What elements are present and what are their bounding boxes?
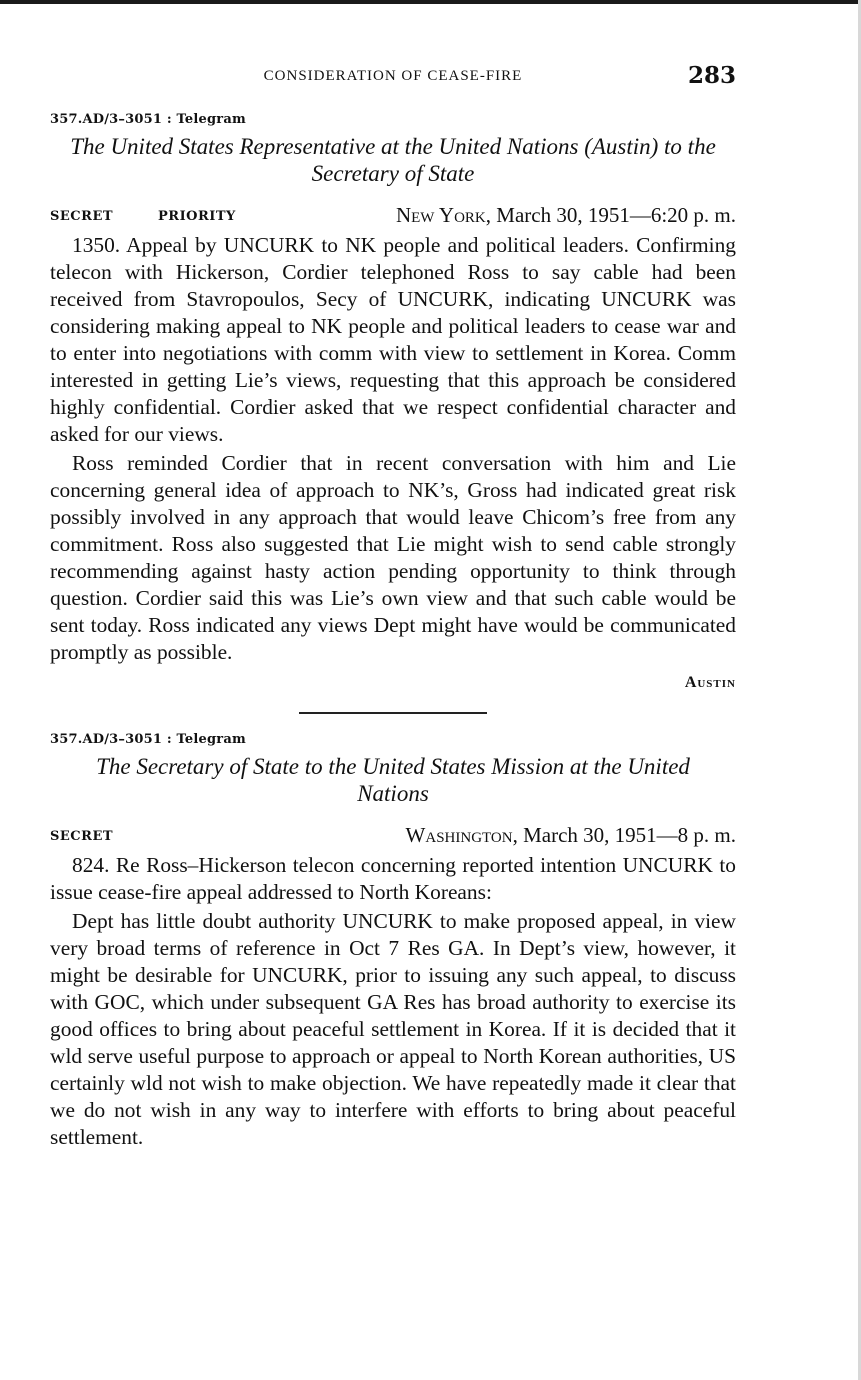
scan-top-border bbox=[0, 0, 861, 4]
place: Washington bbox=[405, 823, 513, 847]
place-date bbox=[396, 203, 736, 228]
doc-title: The Secretary of State to the United States Mission at the United Nations bbox=[96, 754, 690, 806]
doc-id: 357.AD/3–3051 : Telegram bbox=[50, 112, 246, 127]
classification: SECRET bbox=[50, 209, 114, 224]
section-divider bbox=[299, 712, 487, 714]
dateline bbox=[50, 203, 736, 229]
priority: PRIORITY bbox=[158, 209, 236, 224]
paragraph: 1350. Appeal by UNCURK to NK people and political leaders. Confirming telecon with Hickerson, Cordier telephoned Ross to say cable had been received from Stavropoulos, Secy of UNCURK, indicating UNCURK was considering making appeal to NK people and political leaders to cease war and to enter into negotiations with comm with view to settlement in Korea. Comm interested in getting Lie’s views, requesting that this approach be considered highly confidential. Cordier asked that we respect confidential character and asked for our views. bbox=[50, 233, 736, 446]
paragraph: 824. Re Ross–Hickerson telecon concerning reported intention UNCURK to issue cease-fire appeal addressed to North Koreans: bbox=[50, 853, 736, 904]
doc-title: The United States Representative at the United Nations (Austin) to the Secretary of State bbox=[70, 134, 716, 186]
dateline bbox=[50, 823, 736, 849]
classification: SECRET bbox=[50, 829, 114, 844]
place: New York bbox=[395, 203, 486, 227]
signature: Austin bbox=[684, 674, 736, 691]
page-number: 283 bbox=[687, 62, 736, 89]
place-date bbox=[406, 823, 736, 848]
telegram-1 bbox=[50, 112, 736, 692]
document-page bbox=[50, 62, 736, 1151]
running-header bbox=[50, 62, 736, 94]
date: , March 30, 1951—8 p. m. bbox=[512, 823, 736, 847]
doc-id: 357.AD/3–3051 : Telegram bbox=[50, 732, 246, 747]
paragraph: Ross reminded Cordier that in recent conversation with him and Lie concerning general idea of approach to NK’s, Gross had indicated great risk possibly involved in any approach that would leave Chicom’s free from any commitment. Ross also suggested that Lie might wish to send cable strongly recommending against hasty action pending opportunity to think through question. Cordier said this was Lie’s own view and that such cable would be sent today. Ross indicated any views Dept might have would be communicated promptly as possible. bbox=[50, 451, 736, 664]
telegram-2 bbox=[50, 732, 736, 1151]
running-title: CONSIDERATION OF CEASE-FIRE bbox=[263, 68, 523, 84]
paragraph: Dept has little doubt authority UNCURK to make proposed appeal, in view very broad terms of reference in Oct 7 Res GA. In Dept’s view, however, it might be desirable for UNCURK, prior to issuing any such appeal, to discuss with GOC, which under subsequent GA Res has broad authority to exercise its good offices to bring about peaceful settlement in Korea. If it is decided that it wld serve useful purpose to approach or appeal to North Korean authorities, US certainly wld not wish to make objection. We have repeatedly made it clear that we do not wish in any way to interfere with efforts to bring about peaceful settlement. bbox=[50, 909, 736, 1149]
date: , March 30, 1951—6:20 p. m. bbox=[485, 203, 736, 227]
